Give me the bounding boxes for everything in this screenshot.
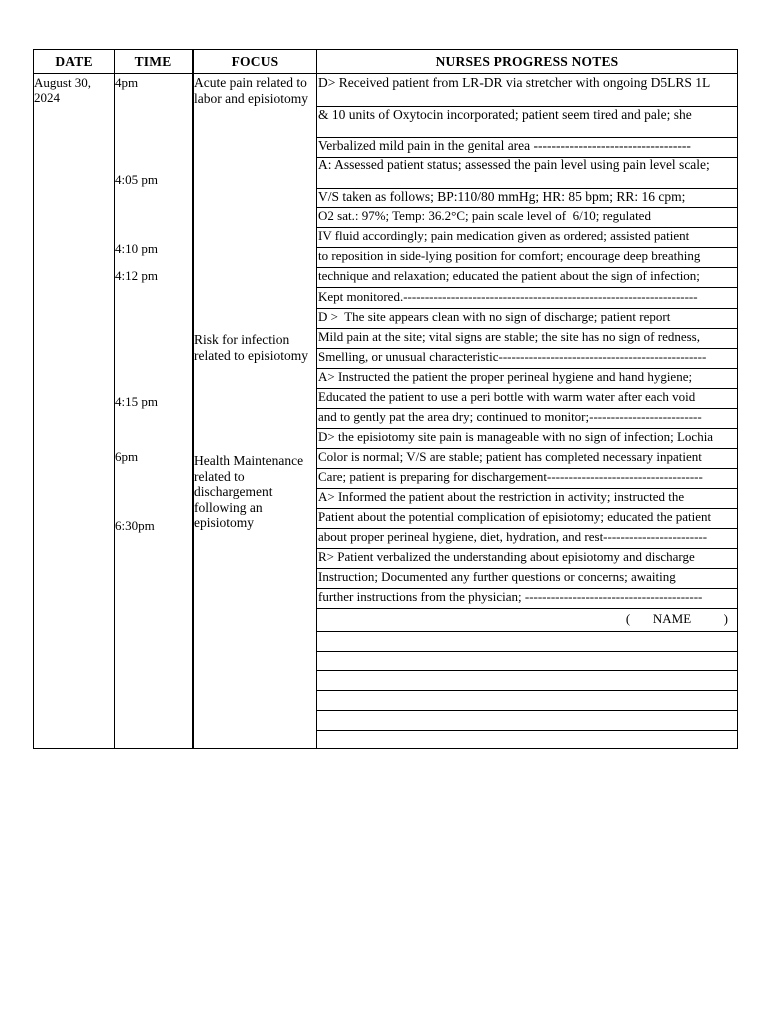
time-cell: 4:05 pm bbox=[115, 172, 158, 187]
note-line: about proper perineal hygiene, diet, hydration, and rest------------------------ bbox=[318, 529, 708, 544]
row-divider bbox=[316, 608, 737, 609]
note-line: Care; patient is preparing for dischargement------------------------------------ bbox=[318, 469, 703, 484]
header-notes: NURSES PROGRESS NOTES bbox=[435, 54, 619, 69]
note-line: Kept monitored.-------------------------------------------------------------------- bbox=[318, 289, 698, 304]
note-line: V/S taken as follows; BP:110/80 mmHg; HR: 85 bpm; RR: 16 cpm; bbox=[318, 189, 686, 204]
note-line: Verbalized mild pain in the genital area ----------------------------------- bbox=[318, 138, 691, 153]
time-cell: 4:12 pm bbox=[115, 268, 158, 283]
nurses-progress-notes-table bbox=[33, 49, 738, 749]
header-time: TIME bbox=[134, 54, 172, 69]
table-header bbox=[34, 50, 737, 74]
focus-cell: Health Maintenance related to dischargement following an episiotomy bbox=[194, 453, 304, 530]
time-cell: 4:15 pm bbox=[115, 394, 158, 409]
row-divider bbox=[316, 287, 737, 288]
note-line: IV fluid accordingly; pain medication given as ordered; assisted patient bbox=[318, 228, 690, 243]
focus-cell: Risk for infection related to episiotomy bbox=[194, 332, 308, 363]
note-line: to reposition in side-lying position for comfort; encourage deep breathing bbox=[318, 248, 701, 263]
note-line: and to gently pat the area dry; continued to monitor;-------------------------- bbox=[318, 409, 702, 424]
header-focus: FOCUS bbox=[231, 54, 279, 69]
row-divider bbox=[316, 670, 737, 671]
note-line: D> the episiotomy site pain is manageable with no sign of infection; Lochia bbox=[318, 429, 714, 444]
note-line: further instructions from the physician; ----------------------------------------- bbox=[318, 589, 703, 604]
column-divider bbox=[192, 50, 194, 748]
row-divider bbox=[316, 631, 737, 632]
note-line: A: Assessed patient status; assessed the pain level using pain level scale; bbox=[318, 157, 710, 172]
row-divider bbox=[316, 690, 737, 691]
time-cell: 4pm bbox=[115, 75, 139, 90]
time-cell: 6pm bbox=[115, 449, 139, 464]
note-line: D> Received patient from LR-DR via stretcher with ongoing D5LRS 1L bbox=[318, 75, 711, 90]
row-divider bbox=[316, 730, 737, 731]
note-line: Smelling, or unusual characteristic------------------------------------------------ bbox=[318, 349, 707, 364]
date-cell: August 30, 2024 bbox=[34, 75, 92, 105]
note-line: A> Instructed the patient the proper perineal hygiene and hand hygiene; bbox=[318, 369, 693, 384]
time-cell: 4:10 pm bbox=[115, 241, 158, 256]
time-cell: 6:30pm bbox=[115, 518, 155, 533]
note-line: R> Patient verbalized the understanding about episiotomy and discharge bbox=[318, 549, 695, 564]
header-date: DATE bbox=[55, 54, 93, 69]
note-line: Instruction; Documented any further questions or concerns; awaiting bbox=[318, 569, 676, 584]
row-divider bbox=[316, 710, 737, 711]
note-line: Mild pain at the site; vital signs are stable; the site has no sign of redness, bbox=[318, 329, 700, 344]
note-line: Color is normal; V/S are stable; patient has completed necessary inpatient bbox=[318, 449, 702, 464]
focus-cell: Acute pain related to labor and episiotomy bbox=[194, 75, 308, 106]
nurse-signature: ( NAME ) bbox=[625, 611, 728, 626]
note-line: Educated the patient to use a peri bottle with warm water after each void bbox=[318, 389, 696, 404]
note-line: D > The site appears clean with no sign of discharge; patient report bbox=[318, 309, 671, 324]
note-line: O2 sat.: 97%; Temp: 36.2°C; pain scale level of 6/10; regulated bbox=[318, 208, 651, 223]
note-line: technique and relaxation; educated the patient about the sign of infection; bbox=[318, 268, 700, 283]
row-divider bbox=[316, 651, 737, 652]
note-line: Patient about the potential complication of episiotomy; educated the patient bbox=[318, 509, 712, 524]
note-line: & 10 units of Oxytocin incorporated; patient seem tired and pale; she bbox=[318, 107, 692, 122]
note-line: A> Informed the patient about the restriction in activity; instructed the bbox=[318, 489, 685, 504]
